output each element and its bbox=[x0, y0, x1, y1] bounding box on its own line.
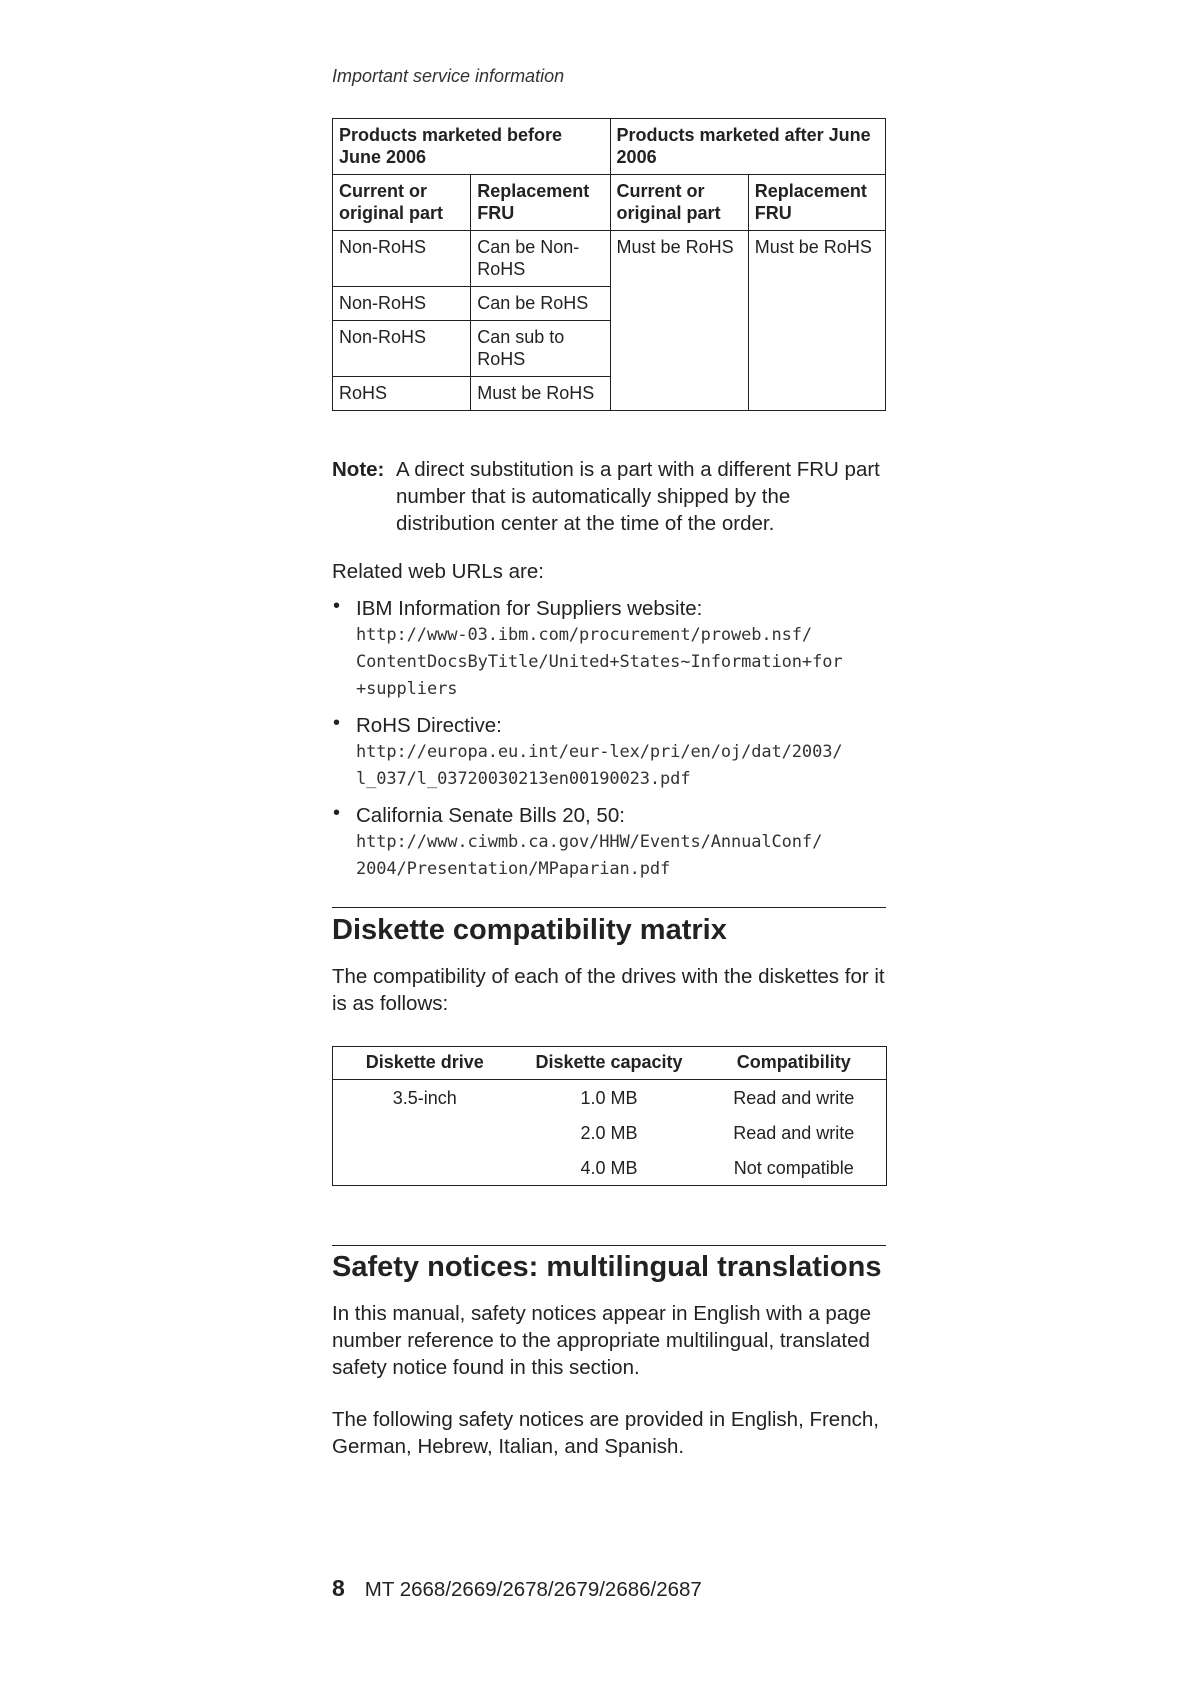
cell-drive bbox=[333, 1115, 517, 1150]
col-header-compatibility: Compatibility bbox=[702, 1047, 887, 1080]
cell-capacity: 2.0 MB bbox=[580, 1122, 638, 1143]
col-header-current-after: Current or original part bbox=[610, 175, 748, 231]
cell-compatibility: Read and write bbox=[733, 1122, 855, 1143]
bullet-icon: • bbox=[333, 802, 341, 824]
url-line[interactable]: +suppliers bbox=[356, 679, 458, 699]
machine-types: MT 2668/2669/2678/2679/2686/2687 bbox=[364, 1578, 702, 1601]
diskette-compatibility-table bbox=[332, 1046, 887, 1186]
list-item bbox=[332, 712, 892, 793]
cell-current: Non-RoHS bbox=[333, 321, 471, 377]
table-row bbox=[333, 1115, 887, 1150]
cell-current: Non-RoHS bbox=[333, 287, 471, 321]
page-footer bbox=[332, 1575, 702, 1602]
table-row bbox=[333, 1080, 887, 1116]
cell-replacement: Can be Non-RoHS bbox=[471, 231, 610, 287]
safety-paragraph-1: In this manual, safety notices appear in English with a page number reference to the appropriate multilingual, translated safety notice found in this section. bbox=[332, 1302, 872, 1379]
note-text: A direct substitution is a part with a different FRU part number that is automatically shipped by the distribution center at the time of the order. bbox=[396, 458, 880, 535]
section-heading-diskette: Diskette compatibility matrix bbox=[332, 914, 727, 946]
url-line[interactable]: http://www.ciwmb.ca.gov/HHW/Events/AnnualConf/ bbox=[356, 832, 823, 852]
note-label: Note: bbox=[332, 458, 385, 481]
cell-replacement: Can sub to RoHS bbox=[471, 321, 610, 377]
url-line[interactable]: l_037/l_03720030213en00190023.pdf bbox=[356, 769, 691, 789]
section-divider bbox=[332, 907, 886, 908]
page-number: 8 bbox=[332, 1575, 345, 1601]
table-row bbox=[333, 1150, 887, 1186]
cell-replacement: Can be RoHS bbox=[471, 287, 610, 321]
cell-after-replacement: Must be RoHS bbox=[748, 231, 885, 411]
list-item bbox=[332, 802, 892, 883]
cell-compatibility: Not compatible bbox=[733, 1157, 854, 1178]
rohs-replacement-table bbox=[332, 118, 886, 411]
section-divider bbox=[332, 1245, 886, 1246]
url-label: IBM Information for Suppliers website: bbox=[356, 597, 703, 620]
cell-replacement: Must be RoHS bbox=[471, 377, 610, 411]
url-line[interactable]: http://www-03.ibm.com/procurement/proweb.nsf/ bbox=[356, 625, 813, 645]
cell-current: Non-RoHS bbox=[333, 231, 471, 287]
col-header-drive: Diskette drive bbox=[333, 1047, 517, 1080]
col-header-replacement-before: Replacement FRU bbox=[471, 175, 610, 231]
cell-after-current: Must be RoHS bbox=[610, 231, 748, 411]
bullet-icon: • bbox=[333, 712, 341, 734]
url-line[interactable]: 2004/Presentation/MPaparian.pdf bbox=[356, 859, 671, 879]
cell-current: RoHS bbox=[333, 377, 471, 411]
cell-compatibility: Read and write bbox=[733, 1087, 855, 1108]
url-list bbox=[332, 595, 892, 892]
url-line[interactable]: ContentDocsByTitle/United+States~Information+for bbox=[356, 652, 843, 672]
list-item bbox=[332, 595, 892, 703]
group-header-after: Products marketed after June 2006 bbox=[610, 119, 885, 175]
diskette-intro: The compatibility of each of the drives with the diskettes for it is as follows: bbox=[332, 965, 885, 1015]
bullet-icon: • bbox=[333, 595, 341, 617]
url-line[interactable]: http://europa.eu.int/eur-lex/pri/en/oj/dat/2003/ bbox=[356, 742, 843, 762]
safety-paragraph-2: The following safety notices are provided in English, French, German, Hebrew, Italian, and Spanish. bbox=[332, 1408, 879, 1458]
url-label: RoHS Directive: bbox=[356, 714, 502, 737]
note bbox=[332, 456, 886, 537]
cell-capacity: 4.0 MB bbox=[580, 1157, 638, 1178]
col-header-current-before: Current or original part bbox=[333, 175, 471, 231]
url-label: California Senate Bills 20, 50: bbox=[356, 804, 625, 827]
related-urls-intro: Related web URLs are: bbox=[332, 560, 544, 583]
table-row bbox=[333, 231, 886, 287]
cell-capacity: 1.0 MB bbox=[580, 1087, 638, 1108]
group-header-before: Products marketed before June 2006 bbox=[333, 119, 611, 175]
col-header-capacity: Diskette capacity bbox=[517, 1047, 702, 1080]
running-header: Important service information bbox=[332, 66, 565, 86]
cell-drive bbox=[333, 1150, 517, 1186]
section-heading-safety: Safety notices: multilingual translations bbox=[332, 1251, 882, 1283]
col-header-replacement-after: Replacement FRU bbox=[748, 175, 885, 231]
cell-drive: 3.5-inch bbox=[392, 1087, 457, 1108]
